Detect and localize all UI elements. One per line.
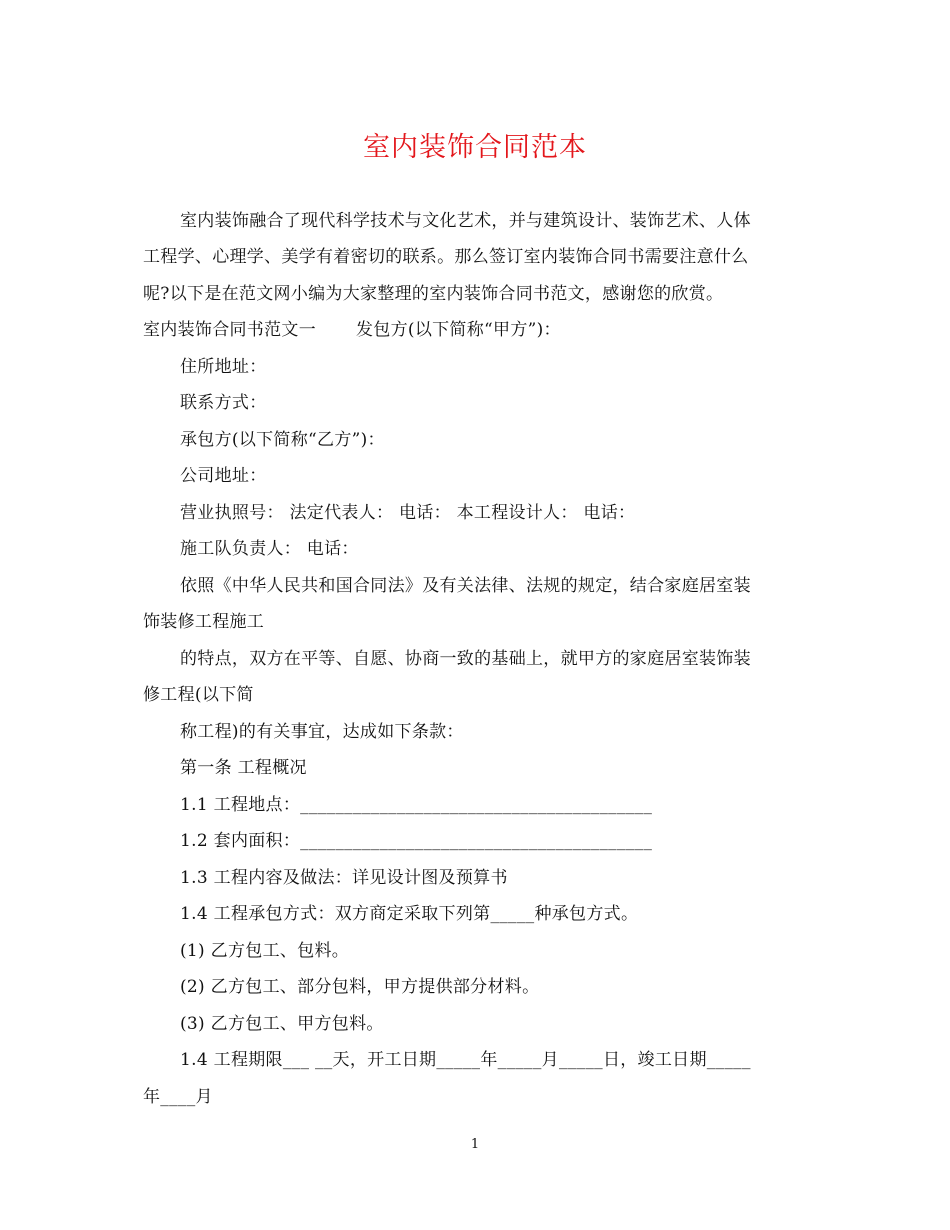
company-address-field: 公司地址： bbox=[180, 466, 267, 486]
article-1-item: (3) 乙方包工、甲方包料。 bbox=[180, 1014, 384, 1034]
party-a-label: 发包方(以下简称“甲方”)： bbox=[356, 320, 561, 340]
team-leader-field: 施工队负责人： 电话： bbox=[180, 539, 359, 559]
page-number: 1 bbox=[470, 1137, 480, 1152]
article-1-heading: 第一条 工程概况 bbox=[180, 758, 307, 778]
section-heading: 室内装饰合同书范文一 bbox=[143, 320, 316, 340]
article-1-item: 1.3 工程内容及做法：详见设计图及预算书 bbox=[180, 868, 508, 888]
party-b-field: 承包方(以下简称“乙方”)： bbox=[180, 430, 385, 450]
preamble-line-1: 依照《中华人民共和国合同法》及有关法律、法规的规定，结合家庭居室装 bbox=[180, 576, 751, 596]
section-heading-row bbox=[143, 318, 561, 342]
intro-line-3: 呢?以下是在范文网小编为大家整理的室内装饰合同书范文，感谢您的欣赏。 bbox=[143, 284, 724, 304]
article-1-item: (1) 乙方包工、包料。 bbox=[180, 941, 350, 961]
license-line: 营业执照号： 法定代表人： 电话： 本工程设计人： 电话： bbox=[180, 503, 636, 523]
document-title: 室内装饰合同范本 bbox=[363, 132, 587, 163]
intro-line-2: 工程学、心理学、美学有着密切的联系。那么签订室内装饰合同书需要注意什么 bbox=[143, 247, 749, 267]
preamble-line-5: 称工程)的有关事宜，达成如下条款： bbox=[180, 722, 464, 742]
article-1-item: 1.4 工程承包方式：双方商定采取下列第_____种承包方式。 bbox=[180, 904, 639, 924]
address-field: 住所地址： bbox=[180, 357, 267, 377]
preamble-line-2: 饰装修工程施工 bbox=[143, 612, 265, 632]
contact-field: 联系方式： bbox=[180, 393, 267, 413]
preamble-line-3: 的特点，双方在平等、自愿、协商一致的基础上，就甲方的家庭居室装饰装 bbox=[180, 649, 751, 669]
preamble-line-4: 修工程(以下简 bbox=[143, 685, 254, 705]
intro-line-1: 室内装饰融合了现代科学技术与文化艺术，并与建筑设计、装饰艺术、人体 bbox=[180, 211, 751, 231]
article-1-item: 1.2 套内面积：________________________________________ bbox=[180, 831, 653, 851]
article-1-item: 1.4 工程期限___ __天，开工日期_____年_____月_____日，竣工日期_____ bbox=[180, 1050, 751, 1070]
article-1-item: 1.1 工程地点：________________________________________ bbox=[180, 795, 653, 815]
article-1-item: 年____月 bbox=[143, 1087, 213, 1107]
article-1-item: (2) 乙方包工、部分包料，甲方提供部分材料。 bbox=[180, 977, 540, 997]
